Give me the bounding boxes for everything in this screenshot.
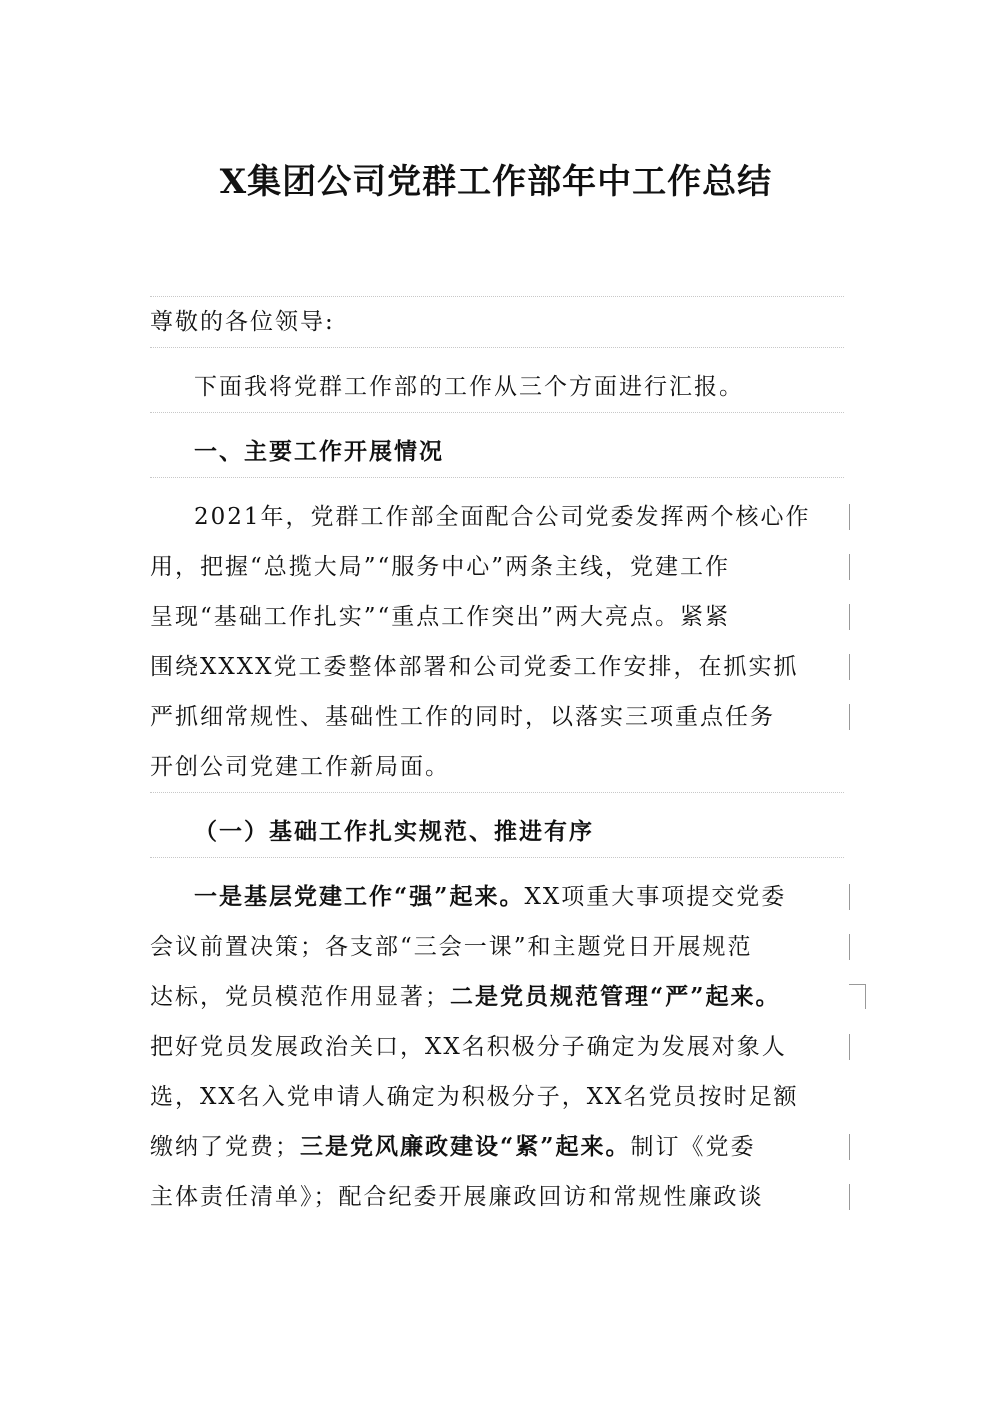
overview-line-5-text: 严抓细常规性、基础性工作的同时，以落实三项重点任务 <box>150 704 775 730</box>
foundation-line-1-text: XX项重大事项提交党委 <box>524 884 787 910</box>
margin-mark <box>849 934 850 960</box>
foundation-line-5 <box>150 1072 844 1122</box>
foundation-line-5-text: 选，XX名入党申请人确定为积极分子，XX名党员按时足额 <box>150 1084 799 1110</box>
foundation-line-6-text: 缴纳了党费； <box>150 1134 300 1160</box>
foundation-line-7 <box>150 1172 844 1222</box>
overview-line-6-text: 开创公司党建工作新局面。 <box>150 754 450 780</box>
overview-line-4-text: 围绕XXXX党工委整体部署和公司党委工作安排，在抓实抓 <box>150 654 799 680</box>
point-one-heading: 一是基层党建工作“强”起来。 <box>194 883 525 910</box>
margin-mark <box>849 704 850 730</box>
section-heading-1 <box>150 427 844 478</box>
section-heading-1-text: 一、主要工作开展情况 <box>194 438 444 465</box>
paragraph-overview <box>150 492 844 793</box>
document-title: X集团公司党群工作部年中工作总结 <box>219 162 773 202</box>
overview-line-6 <box>150 742 844 792</box>
foundation-line-2 <box>150 922 844 972</box>
margin-mark <box>849 1184 850 1210</box>
overview-line-2-text: 用，把握“总揽大局”“服务中心”两条主线，党建工作 <box>150 554 731 580</box>
margin-mark <box>849 654 850 680</box>
margin-mark <box>849 884 850 910</box>
margin-mark <box>849 1034 850 1060</box>
paragraph-foundation-work <box>150 872 844 1222</box>
subsection-heading-1-text: （一）基础工作扎实规范、推进有序 <box>194 818 594 845</box>
overview-line-1 <box>150 492 844 542</box>
overview-line-3-text: 呈现“基础工作扎实”“重点工作突出”两大亮点。紧紧 <box>150 604 731 630</box>
overview-line-5 <box>150 692 844 742</box>
overview-line-1-text: 2021年，党群工作部全面配合公司党委发挥两个核心作 <box>194 504 811 530</box>
foundation-line-4 <box>150 1022 844 1072</box>
foundation-line-6-rest: 制订《党委 <box>630 1134 756 1160</box>
subsection-heading-1 <box>150 807 844 858</box>
intro-paragraph <box>150 362 844 413</box>
overview-line-2 <box>150 542 844 592</box>
document-body <box>150 296 844 1222</box>
margin-mark <box>849 1134 850 1160</box>
foundation-line-2-text: 会议前置决策；各支部“三会一课”和主题党日开展规范 <box>150 934 753 960</box>
margin-mark <box>849 984 866 1009</box>
overview-line-4 <box>150 642 844 692</box>
salutation-text: 尊敬的各位领导: <box>150 309 335 335</box>
point-two-heading: 二是党员规范管理“严”起来。 <box>450 983 781 1010</box>
foundation-line-1 <box>150 872 844 922</box>
point-three-heading: 三是党风廉政建设“紧”起来。 <box>300 1133 631 1160</box>
salutation <box>150 296 844 348</box>
foundation-line-3 <box>150 972 844 1022</box>
margin-mark <box>849 554 850 580</box>
margin-mark <box>849 604 850 630</box>
foundation-line-4-text: 把好党员发展政治关口，XX名积极分子确定为发展对象人 <box>150 1034 787 1060</box>
foundation-line-7-text: 主体责任清单》；配合纪委开展廉政回访和常规性廉政谈 <box>150 1184 764 1210</box>
intro-text: 下面我将党群工作部的工作从三个方面进行汇报。 <box>194 374 744 400</box>
foundation-line-3-text: 达标，党员模范作用显著； <box>150 984 450 1010</box>
margin-mark <box>849 504 850 530</box>
foundation-line-6 <box>150 1122 844 1172</box>
overview-line-3 <box>150 592 844 642</box>
